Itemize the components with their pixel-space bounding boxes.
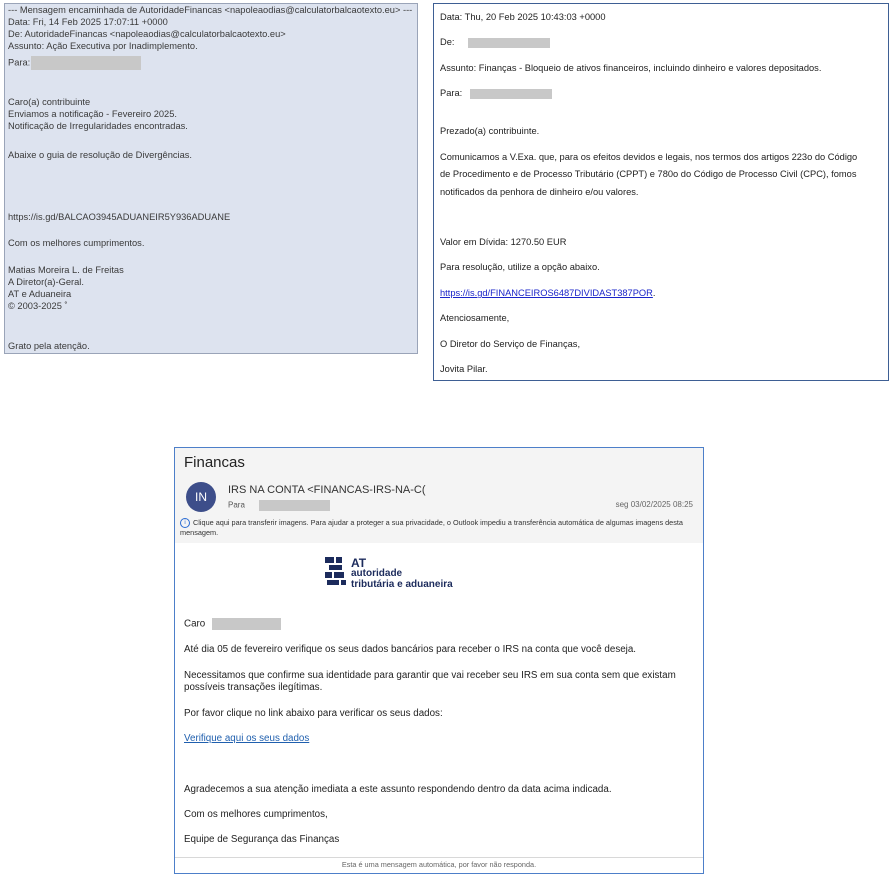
email-subject: Assunto: Ação Executiva por Inadimplemento. xyxy=(8,41,198,51)
message-header xyxy=(175,448,703,543)
phishing-link-row xyxy=(440,288,655,298)
verify-link[interactable]: Verifique aqui os seus dados xyxy=(184,733,310,744)
redacted-sender xyxy=(468,38,550,48)
redacted-recipient xyxy=(31,56,141,70)
email-date: Data: Thu, 20 Feb 2025 10:43:03 +0000 xyxy=(440,12,606,22)
forward-header: --- Mensagem encaminhada de AutoridadeFinancas <napoleaodias@calculatorbalcaotexto.eu> --- xyxy=(8,5,413,15)
email-date: Data: Fri, 14 Feb 2025 17:07:11 +0000 xyxy=(8,17,168,27)
email-thanks: Grato pela atenção. xyxy=(8,341,90,351)
to-label: Para: xyxy=(8,57,31,68)
at-logo xyxy=(323,555,493,593)
redacted-recipient xyxy=(259,500,330,511)
to-label: Para: xyxy=(440,88,463,98)
message-date: seg 03/02/2025 08:25 xyxy=(615,500,693,509)
signature-line: Matias Moreira L. de Freitas xyxy=(8,265,124,275)
email-body-line: Abaixe o guia de resolução de Divergências. xyxy=(8,150,192,160)
auto-message-footer: Esta é uma mensagem automática, por favor não responda. xyxy=(341,860,537,869)
email-subject: Assunto: Finanças - Bloqueio de ativos financeiros, incluindo dinheiro e valores depositados. xyxy=(440,63,822,73)
email-to xyxy=(440,88,552,99)
email-body-line: Agradecemos a sua atenção imediata a este assunto respondendo dentro da data acima indicada. xyxy=(184,784,612,795)
logo-at: AT xyxy=(351,556,367,570)
email-closing: Atenciosamente, xyxy=(440,313,510,323)
at-logo-mark-icon xyxy=(323,555,349,587)
outlook-email-panel xyxy=(174,447,704,874)
email-body-line: Enviamos a notificação - Fevereiro 2025. xyxy=(8,109,177,119)
amount-due: Valor em Dívida: 1270.50 EUR xyxy=(440,237,567,247)
link-suffix: . xyxy=(652,288,656,298)
footer-divider xyxy=(175,857,703,858)
to-label: Para xyxy=(228,500,245,510)
email-from: De: AutoridadeFinancas <napoleaodias@calculatorbalcaotexto.eu> xyxy=(8,29,286,39)
from-label: De: xyxy=(440,37,455,47)
phishing-link[interactable]: https://is.gd/BALCAO3945ADUANEIR5Y936ADUANE xyxy=(8,212,231,222)
info-icon: i xyxy=(180,518,190,528)
email-body-line: Notificação de Irregularidades encontradas. xyxy=(8,121,188,131)
email-body-line: Até dia 05 de fevereiro verifique os seus dados bancários para receber o IRS na conta que você deseja. xyxy=(184,644,637,655)
email-to xyxy=(8,56,141,70)
asset-block-email-panel xyxy=(433,3,889,381)
greeting-text: Caro xyxy=(184,618,206,630)
sender-name[interactable]: IRS NA CONTA <FINANCAS-IRS-NA-C( xyxy=(228,484,426,496)
redacted-recipient xyxy=(470,89,552,99)
email-from xyxy=(440,37,550,48)
email-body-line: de Procedimento e de Processo Tributário (CPPT) e 780o do Código de Processo Civil (CPC), fomos xyxy=(440,169,857,179)
to-row xyxy=(228,500,330,511)
email-closing: Com os melhores cumprimentos, xyxy=(184,809,328,820)
infobar-text: Clique aqui para transferir imagens. Para ajudar a proteger a sua privacidade, o Outlook impediu a transferência automática de algumas imagens desta mensagem. xyxy=(180,518,683,538)
email-body-line: notificados da penhora de dinheiro e/ou valores. xyxy=(440,187,639,197)
message-subject: Financas xyxy=(184,454,245,471)
resolution-text: Para resolução, utilize a opção abaixo. xyxy=(440,262,600,272)
email-body-line: Por favor clique no link abaixo para verificar os seus dados: xyxy=(184,708,443,719)
signature-line: O Diretor do Serviço de Finanças, xyxy=(440,339,581,349)
email-greeting: Caro(a) contribuinte xyxy=(8,97,91,107)
signature-line: AT e Aduaneira xyxy=(8,289,72,299)
email-closing: Com os melhores cumprimentos. xyxy=(8,238,145,248)
email-greeting: Prezado(a) contribuinte. xyxy=(440,126,540,136)
redacted-name xyxy=(212,618,281,630)
image-blocked-infobar[interactable] xyxy=(180,518,695,538)
email-body-line: Comunicamos a V.Exa. que, para os efeitos devidos e legais, nos termos dos artigos 223o do Código xyxy=(440,152,858,162)
forwarded-email-panel xyxy=(4,3,418,354)
email-greeting xyxy=(184,618,281,630)
logo-line2: tributária e aduaneira xyxy=(351,579,453,590)
signature-line: Jovita Pilar. xyxy=(440,364,488,374)
signature-line: © 2003-2025 ˚ xyxy=(8,301,68,311)
signature-line: Equipe de Segurança das Finanças xyxy=(184,834,340,845)
phishing-link[interactable]: https://is.gd/FINANCEIROS6487DIVIDAST387POR xyxy=(440,288,653,298)
avatar[interactable]: IN xyxy=(186,482,216,512)
signature-line: A Diretor(a)-Geral. xyxy=(8,277,84,287)
email-body-line: Necessitamos que confirme sua identidade para garantir que vai receber seu IRS em sua conta sem que existam possíveis transações ilegítimas. xyxy=(184,670,676,693)
logo-line1: autoridade xyxy=(351,568,403,579)
